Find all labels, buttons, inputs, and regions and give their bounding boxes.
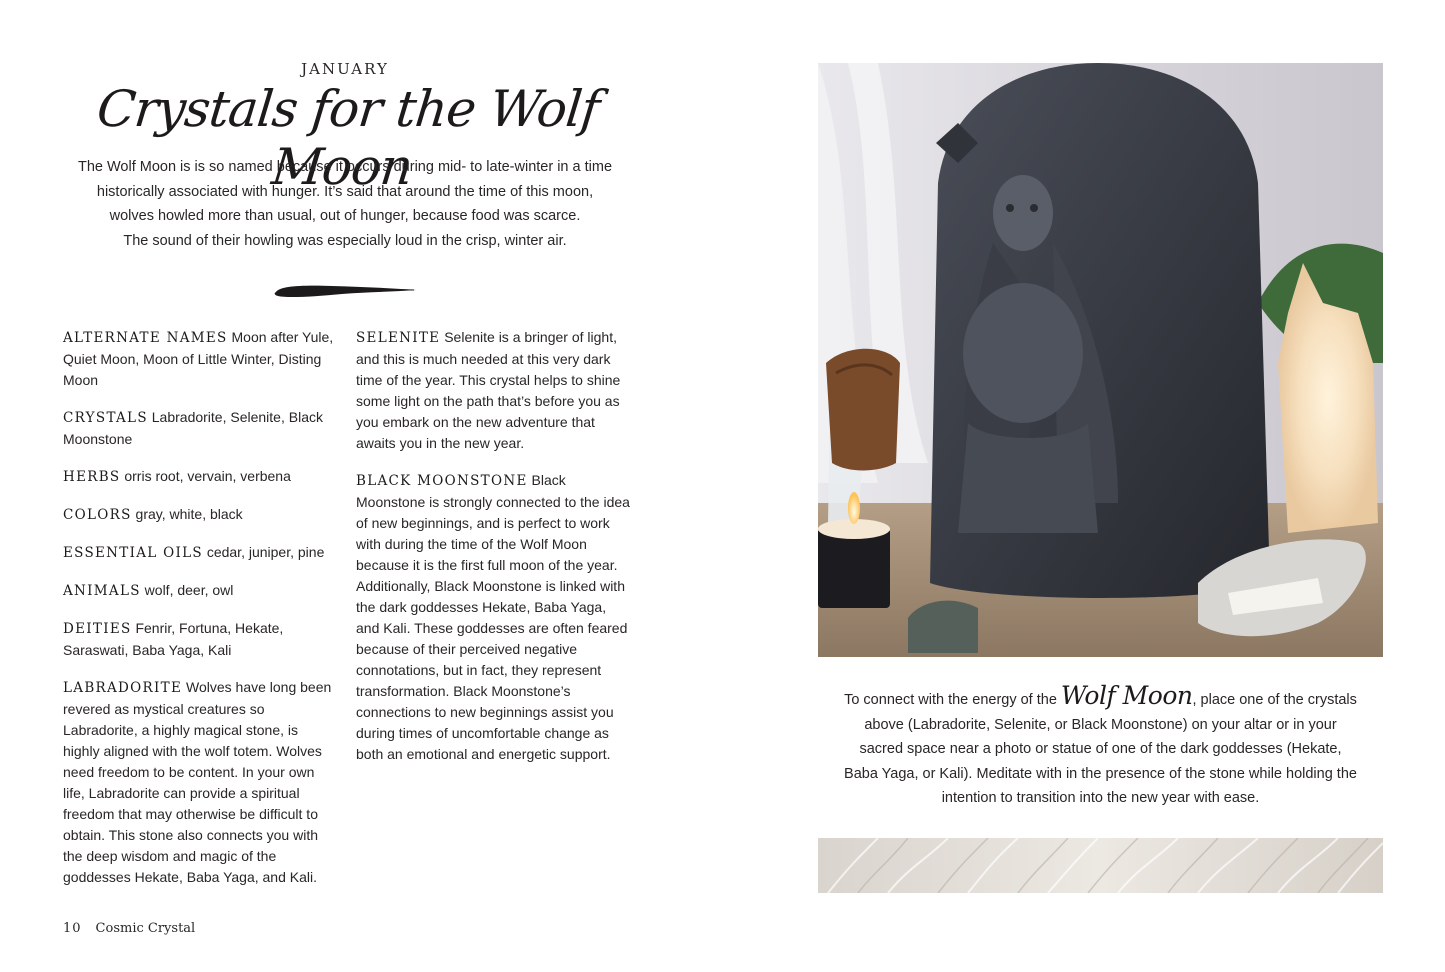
goddess-statue-photo [818, 63, 1383, 657]
left-page [0, 0, 720, 972]
month-heading: JANUARY [301, 60, 389, 78]
caption-text-start: To connect with the energy of the [844, 692, 1061, 708]
entry-text: Labradorite, Selenite, Black Moonstone [63, 409, 323, 447]
altar-photo [818, 63, 1383, 657]
entry-herbs [63, 466, 338, 488]
intro-line: historically associated with hunger. It’s said that around the time of this moon, [96, 183, 594, 200]
entry-deities [63, 618, 338, 661]
entry-text: orris root, vervain, verbena [124, 468, 291, 484]
entry-essential-oils [63, 542, 338, 564]
column-left [63, 327, 338, 904]
entry-text: Wolves have long been revered as mystical creatures so Labradorite, a highly magical stone, is highly aligned with the wolf totem. Wolves need freedom to be content. In your own life, Labradorite can provide a spiritual freedom that may otherwise be difficult to obtain. This stone also connects you with the deep wisdom and magic of the goddesses Hekate, Baba Yaga, and Kali. [63, 679, 332, 885]
entry-crystals [63, 407, 338, 450]
fur-texture-image [818, 838, 1383, 893]
intro-line: wolves howled more than usual, out of hunger, because food was scarce. [109, 208, 581, 224]
entry-text: Selenite is a bringer of light, and this is much needed at this very dark time of the year. This crystal helps to shine some light on the path that’s before you as you embark on the new adventure that awaits you in the new year. [356, 329, 621, 451]
intro-paragraph [60, 155, 630, 253]
fur-texture-strip [818, 838, 1383, 893]
entry-term: ANIMALS [63, 583, 141, 599]
entry-text: Moon after Yule, Quiet Moon, Moon of Little Winter, Disting Moon [63, 329, 334, 388]
intro-line: The sound of their howling was especially loud in the crisp, winter air. [123, 232, 567, 249]
column-right [356, 327, 631, 781]
entry-term: DEITIES [63, 621, 132, 637]
entry-black-moonstone [356, 470, 631, 765]
entry-colors [63, 504, 338, 526]
page-footer [63, 921, 195, 936]
book-title: Cosmic Crystal [95, 921, 196, 936]
entry-animals [63, 580, 338, 602]
intro-line: The Wolf Moon is is so named because it occurs during mid- to late-winter in a time [77, 159, 613, 175]
entry-labradorite [63, 677, 338, 888]
page-number: 10 [63, 921, 82, 936]
entry-text: Fenrir, Fortuna, Hekate, Saraswati, Baba Yaga, Kali [63, 620, 284, 658]
brush-stroke-divider-icon [272, 282, 418, 300]
entry-term: LABRADORITE [63, 680, 183, 696]
entry-selenite [356, 327, 631, 454]
entry-term: ESSENTIAL OILS [63, 545, 203, 561]
entry-term: SELENITE [356, 330, 441, 346]
entry-term: ALTERNATE NAMES [63, 330, 228, 346]
caption-text-end: , place one of the crystals above (Labradorite, Selenite, or Black Moonstone) on your altar or in your sacred space near a photo or statue of one of the dark goddesses (Hekate, Baba Yaga, or Kali). Meditate with in the presence of the stone while holding the intention to transition into the new year with ease. [844, 692, 1357, 806]
entry-text: cedar, juniper, pine [206, 544, 325, 560]
entry-text: gray, white, black [135, 506, 243, 522]
caption-wolf-moon: Wolf Moon [1060, 681, 1193, 710]
entry-text: Black Moonstone is strongly connected to the idea of new beginnings, and is perfect to work with during the time of the Wolf Moon because it is the first full moon of the year. Additionally, Black Moonstone is linked with the dark goddesses Hekate, Baba Yaga, and Kali. These goddesses are often feared because of their perceived negative connotations, but in fact, they represent transformation. Black Moonstone’s connections to new beginnings assist you during times of uncomfortable change as both an emotional and energetic support. [356, 472, 630, 762]
entry-term: CRYSTALS [63, 410, 148, 426]
entry-term: HERBS [63, 469, 121, 485]
entry-text: wolf, deer, owl [144, 582, 234, 598]
entry-term: BLACK MOONSTONE [356, 473, 528, 489]
entry-term: COLORS [63, 507, 132, 523]
entry-alternate-names [63, 327, 338, 391]
photo-caption [842, 681, 1359, 811]
page-title: Crystals for the Wolf Moon [94, 80, 602, 196]
